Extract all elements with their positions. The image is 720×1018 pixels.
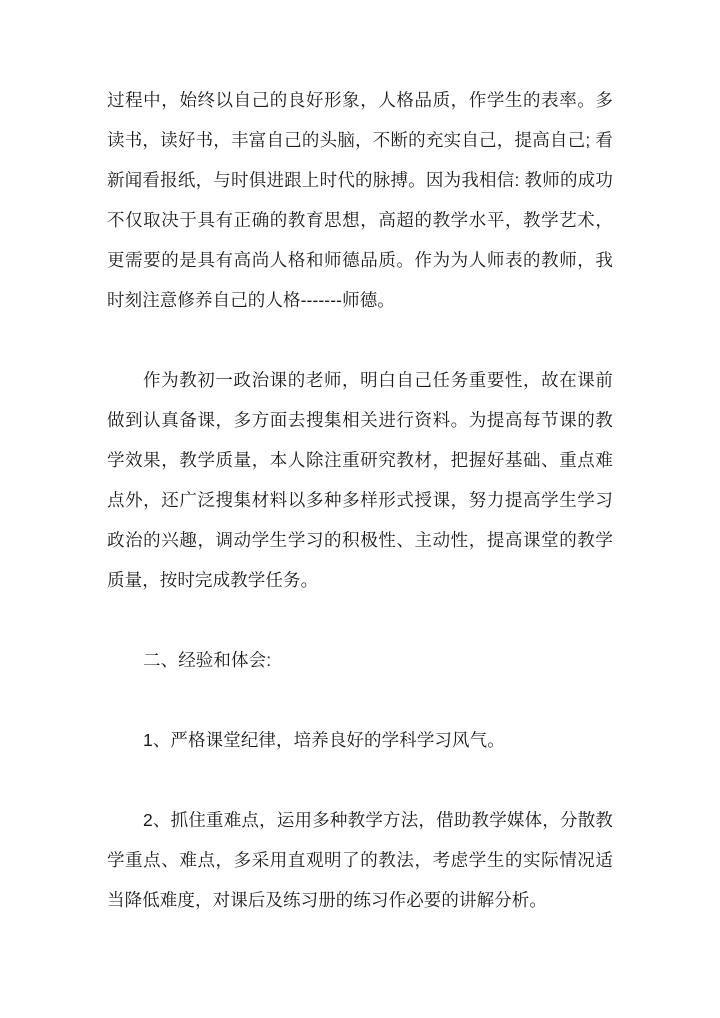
list-item-2: 2、抓住重难点，运用多种教学方法，借助教学媒体，分散教学重点、难点，多采用直观明了的教法，考虑学生的实际情况适当降低难度，对课后及练习册的练习作必要的讲解分析。 [107,810,613,910]
paragraph-continuation: 过程中，始终以自己的良好形象，人格品质，作学生的表率。多读书，读好书，丰富自己的头脑，不断的充实自己，提高自己; 看新闻看报纸，与时俱进跟上时代的脉搏。因为我相信: 教师的成功不仅取决于具有正确的教育思想，高超的教学水平，教学艺术，更需要的是具有高尚人格和师德品质。作为为人师表的教师，我时刻注意修养自己的人格-------师德。 [107,90,613,310]
list-item-1: 1、严格课堂纪律，培养良好的学科学习风气。 [143,730,505,750]
heading-section-two: 二、经验和体会: [143,650,272,670]
document-text-column [107,80,613,920]
paragraph-lesson-preparation: 作为教初一政治课的老师，明白自己任务重要性，故在课前做到认真备课，多方面去搜集相关进行资料。为提高每节课的教学效果，教学质量，本人除注重研究教材，把握好基础、重点难点外，还广泛搜集材料以多种多样形式授课，努力提高学生学习政治的兴趣，调动学生学习的积极性、主动性，提高课堂的教学质量，按时完成教学任务。 [107,370,613,590]
